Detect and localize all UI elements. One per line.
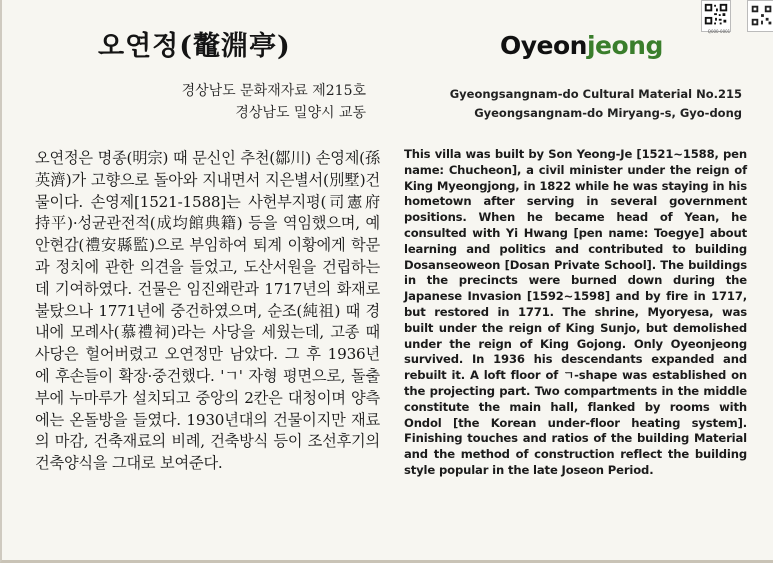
designation-korean-line2: 경상남도 밀양시 교동 — [235, 105, 366, 121]
qr-code-icon[interactable] — [701, 0, 731, 32]
designation-english-line2: Gyeongsangnam-do Miryang-s, Gyo-dong — [474, 106, 742, 120]
description-english: This villa was built by Son Yeong-Je [1521~1588, pen name: Chucheon], a civil minister under the reign of King Myeongjong, in 1822 while he was staying in his hometown after serving in several government positions. When he became head of Yean, he consulted with Yi Hwang [pen name: Toegye] about learning and politics and contributed to building Dosanseoweon [Dosan Private School]. The buildings in the precincts were burned down during the Japanese Invasion [1592~1598] and by fire in 1717, but restored in 1771. The shrine, Myoryesa, was built under the reign of King Sunjo, but demolished under the reign of King Gojong. Only Oyeonjeong survived. In 1936 his descendants expanded and rebuilt it. A loft floor of ㄱ-shape was established on the projecting part. Two compartments in the middle constitute the main hall, flanked by rooms with Ondol [the Korean under-floor heating system]. Finishing touches and ratios of the building Material and the method of construction reflect the building style popular in the late Joseon Period. — [404, 147, 747, 477]
designation-korean-line1: 경상남도 문화재자료 제215호 — [181, 83, 366, 99]
designation-english-line1: Gyeongsangnam-do Cultural Material No.215 — [449, 87, 742, 101]
designation-english — [450, 85, 742, 123]
qr-code-label: Q000-0001 — [707, 29, 731, 34]
title-english-part1: Oyeon — [500, 31, 587, 60]
designation-korean — [182, 80, 366, 124]
page-title-english — [500, 31, 663, 60]
qr-code-icon-secondary[interactable] — [747, 0, 773, 32]
title-english-part2: jeong — [586, 31, 663, 60]
description-korean: 오연정은 명종(明宗) 때 문신인 추천(鄒川) 손영제(孫英濟)가 고향으로 돌아와 지내면서 지은별서(別墅)건물이다. 손영제[1521-1588]는 사헌부지평(司憲府持平)·성균관전적(成均館典籍) 등을 역임했으며, 예안현감(禮安縣監)으로 부임하여 퇴계 이황에게 학문과 정치에 관한 의견을 들었고, 도산서원을 건립하는 데 기여하였다. 건물은 임진왜란과 1717년의 화재로 불탔으나 1771년에 중건하였으며, 순조(純祖) 때 경내에 모례사(慕禮祠)라는 사당을 세웠는데, 고종 때 사당은 헐어버렸고 오연정만 남았다. 그 후 1936년에 후손들이 확장·중건했다. 'ㄱ' 자형 평면으로, 돌출부에 누마루가 설치되고 중앙의 2칸은 대청이며 양측에는 온돌방을 들였다. 1930년대의 건물이지만 재료의 마감, 건축재료의 비례, 건축방식 등이 조선후기의 건축양식을 그대로 보여준다. — [35, 149, 380, 473]
page-title-korean: 오연정(鼇淵亭) — [98, 31, 291, 62]
